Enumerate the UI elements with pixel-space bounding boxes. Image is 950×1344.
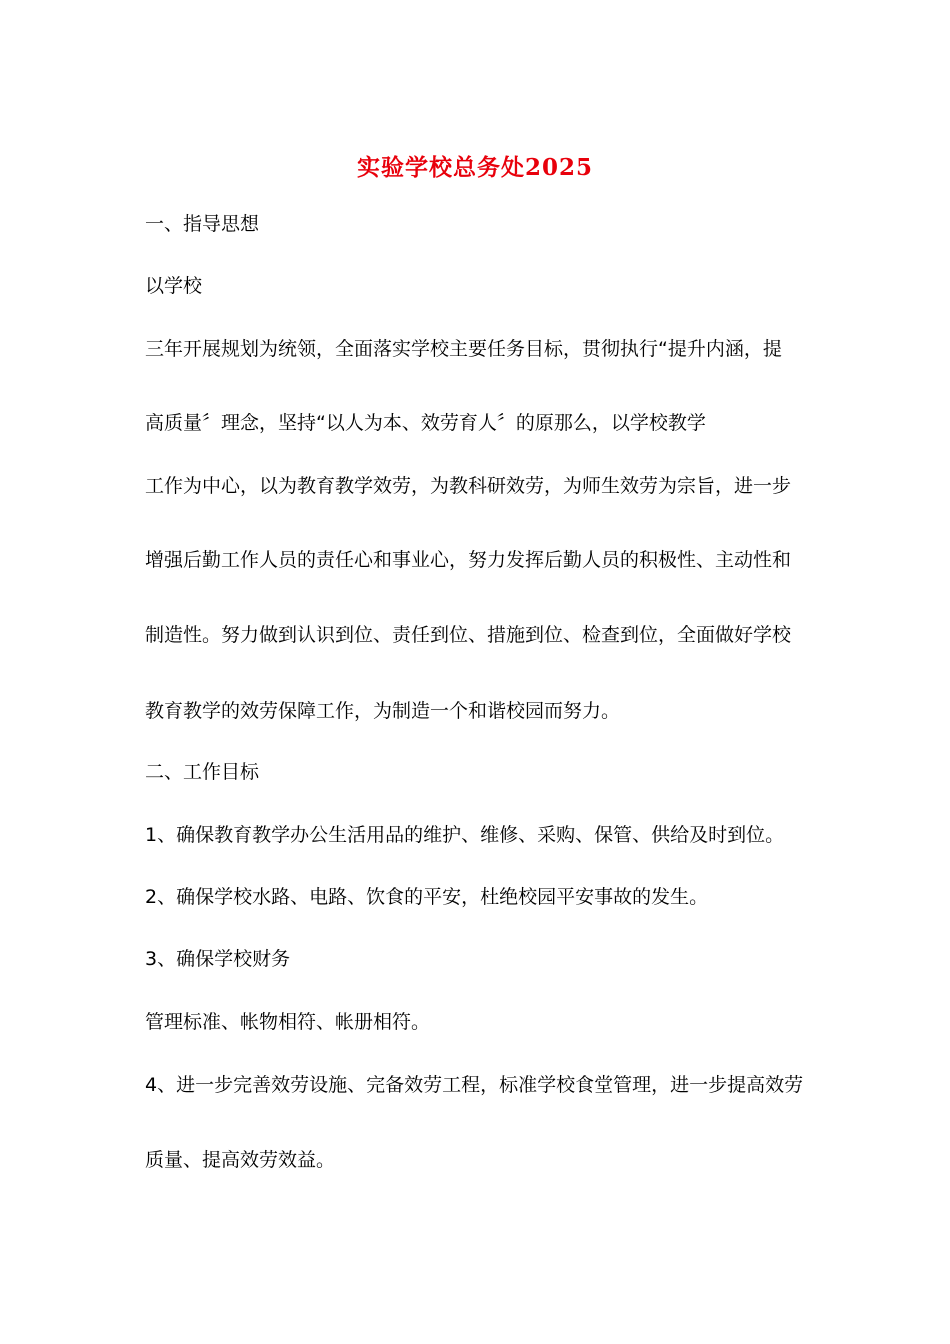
list-item: 3、确保学校财务: [145, 948, 291, 970]
paragraph-line: 质量、提高效劳效益。: [145, 1149, 336, 1171]
paragraph-line: 以学校: [145, 275, 203, 297]
list-item: 1、确保教育教学办公生活用品的维护、维修、采购、保管、供给及时到位。: [145, 824, 785, 846]
paragraph-line: 教育教学的效劳保障工作，为制造一个和谐校园而努力。: [145, 700, 621, 722]
section-heading-work-goals: 二、工作目标: [145, 761, 260, 783]
list-item: 2、确保学校水路、电路、饮食的平安，杜绝校园平安事故的发生。: [145, 886, 709, 908]
document-title: 实验学校总务处2025: [356, 154, 593, 181]
paragraph-line: 制造性。努力做到认识到位、责任到位、措施到位、检查到位，全面做好学校: [145, 624, 792, 646]
paragraph-line: 高质量〞理念，坚持“以人为本、效劳育人〞的原那么，以学校教学: [145, 412, 706, 434]
paragraph-line: 管理标准、帐物相符、帐册相符。: [145, 1011, 431, 1033]
list-item: 4、进一步完善效劳设施、完备效劳工程，标准学校食堂管理，进一步提高效劳: [145, 1074, 804, 1096]
paragraph-line: 工作为中心，以为教育教学效劳，为教科研效劳，为师生效劳为宗旨，进一步: [145, 475, 792, 497]
paragraph-line: 三年开展规划为统领，全面落实学校主要任务目标，贯彻执行“提升内涵，提: [145, 338, 782, 360]
section-heading-guiding-ideology: 一、指导思想: [145, 213, 260, 235]
paragraph-line: 增强后勤工作人员的责任心和事业心，努力发挥后勤人员的积极性、主动性和: [145, 549, 792, 571]
